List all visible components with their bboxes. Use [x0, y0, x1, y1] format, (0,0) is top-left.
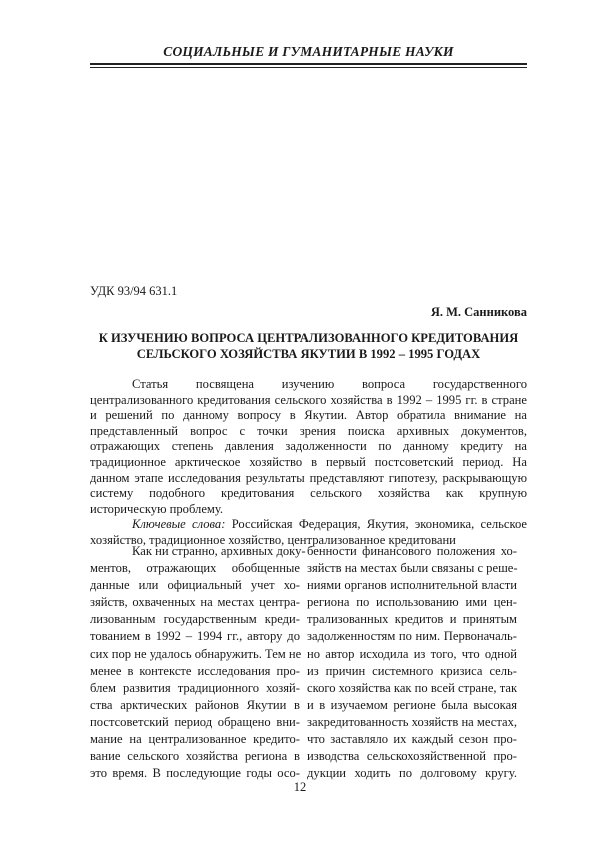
abstract: [90, 377, 527, 549]
body-line: вание сельского хозяйства региона в: [90, 749, 300, 764]
header-rule-thick: [90, 63, 527, 65]
header-rule-thin: [90, 67, 527, 68]
journal-section-header: СОЦИАЛЬНЫЕ И ГУМАНИТАРНЫЕ НАУКИ: [163, 44, 454, 59]
body-line: ского хозяйства как по всей стране, так: [307, 680, 518, 695]
body-line: изводства сельскохозяйственной про-: [307, 749, 517, 764]
body-line: ства арктических районов Якутии в: [90, 697, 300, 712]
body-line: лизованным государственным креди-: [90, 612, 300, 627]
body-line: задолженностям по ним. Первоначаль-: [307, 629, 517, 644]
body-line: это время. В последующие годы осо-: [90, 766, 300, 781]
body-line: данные или официальный учет хо-: [90, 578, 300, 593]
body-line: ниями органов исполнительной власти: [307, 578, 517, 593]
author-name: Я. М. Санникова: [430, 305, 527, 319]
body-column-right: [307, 543, 517, 782]
body-line: сих пор не удалось обнаружить. Тем не: [90, 646, 302, 661]
body-line: ментов, отражающих обобщенные: [90, 561, 300, 576]
body-line: менее в контексте исследования про-: [90, 663, 300, 678]
title-line: СЕЛЬСКОГО ХОЗЯЙСТВА ЯКУТИИ В 1992 – 1995 ГОДАХ: [136, 347, 481, 361]
body-line: закредитованность хозяйств на местах,: [307, 714, 518, 729]
body-line: и в изучаемом регионе была высокая: [307, 697, 517, 712]
keywords-label: Ключевые слова:: [132, 517, 226, 532]
title-line: К ИЗУЧЕНИЮ ВОПРОСА ЦЕНТРАЛИЗОВАННОГО КРЕДИТОВАНИЯ: [98, 331, 519, 345]
body-line: зяйств, охваченных на местах центра-: [90, 595, 300, 610]
body-line: блем развития традиционного хозяй-: [90, 680, 300, 695]
body-line: дукции ходить по долговому кругу.: [307, 766, 517, 781]
body-line: Как ни странно, архивных доку-: [132, 544, 306, 558]
body-line: мание на централизованное кредито-: [90, 732, 300, 747]
body-line: но автор исходила из того, что одной: [307, 646, 517, 661]
keywords-text: Российская Федерация, Якутия, экономика, сельское хозяйство, традиционное хозяйство, централизованное кредитовани: [90, 517, 527, 547]
body-line: трализованных кредитов и принятым: [307, 612, 517, 627]
body-line: региона по использованию ими цен-: [307, 595, 517, 610]
udk-code: УДК 93/94 631.1: [90, 284, 178, 298]
abstract-text: Статья посвящена изучению вопроса государственного централизованного кредитования сельского хозяйства в 1992 – 1995 гг. в стране и решений по данному вопросу в Якутии. Автор обратила внимание на представленный вопрос с точки зрения поиска архивных документов, отражающих степень давления задолженности по данному кредиту на традиционное арктическое хозяйство в первый постсоветский период. На данном этапе исследования результаты представляют гипотезу, раскрывающую систему подобного кредитования сельского хозяйства как крупную историческую проблему.: [90, 377, 527, 516]
body-line: из причин системного кризиса сель-: [307, 663, 517, 678]
body-line: бенности финансового положения хо-: [307, 544, 517, 558]
page-number: 12: [293, 780, 307, 794]
body-line: тованием в 1992 – 1994 гг., автору до: [90, 629, 300, 644]
body-line: постсоветский период обращено вни-: [90, 714, 300, 729]
body-column-left: [90, 543, 306, 782]
article-title: [90, 330, 527, 362]
body-line: что заставляло их каждый сезон про-: [307, 732, 517, 747]
body-line: зяйств на местах были связаны с реше-: [307, 561, 518, 576]
